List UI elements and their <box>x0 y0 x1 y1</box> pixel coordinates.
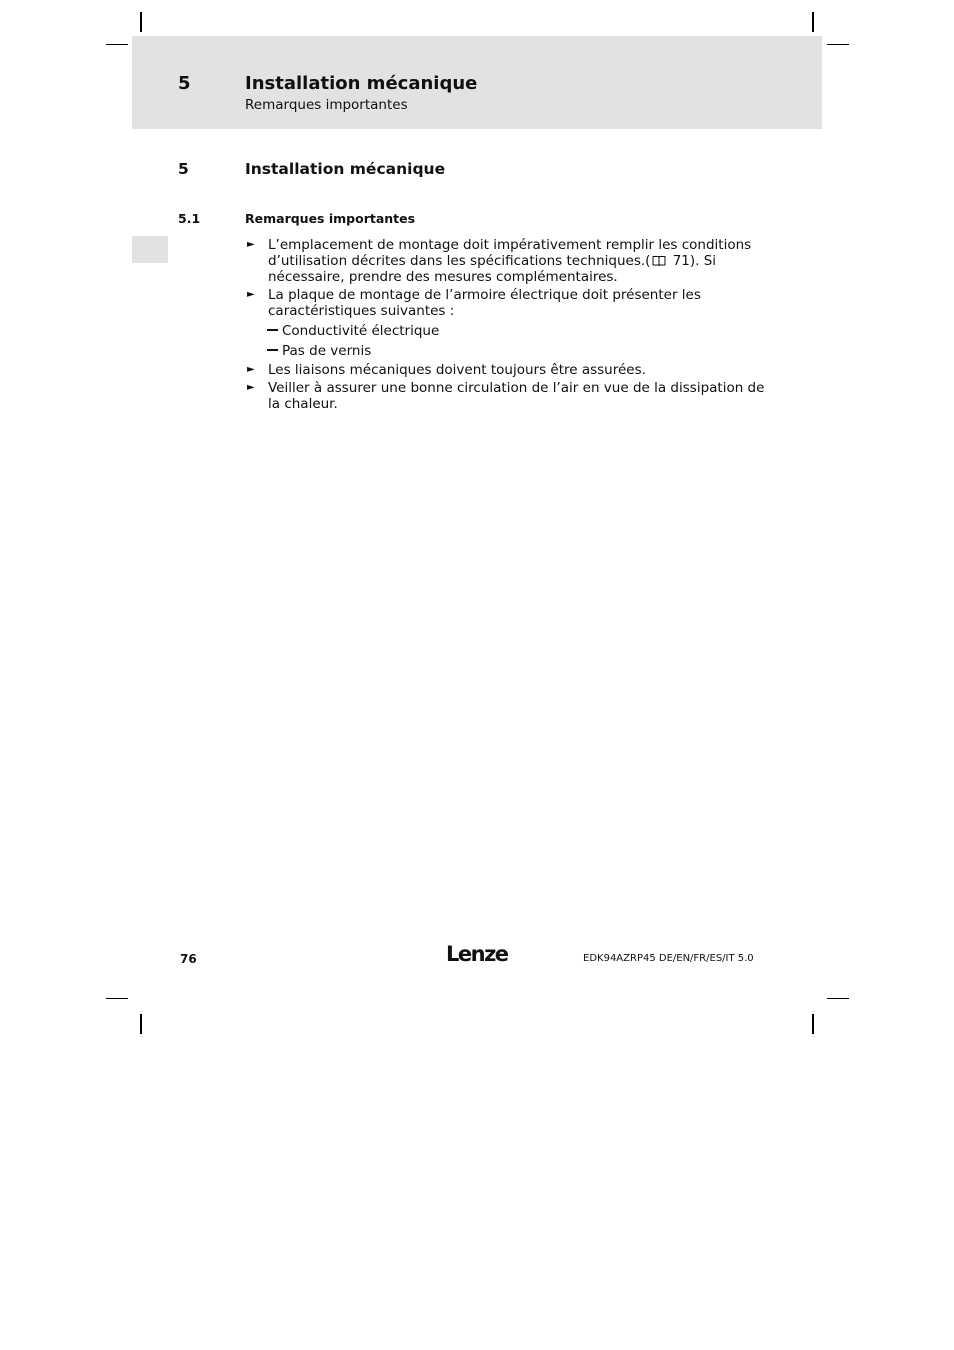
crop-mark-right-top <box>827 44 849 45</box>
bullet-1-line-2 <box>268 253 716 269</box>
page-number: 76 <box>180 952 197 966</box>
crop-mark-right-bottom <box>827 998 849 999</box>
bullet-arrow-icon: ► <box>247 382 255 393</box>
bullet-2-line-2: caractéristiques suivantes : <box>268 303 455 319</box>
section-number: 5 <box>178 160 189 178</box>
bullet-4-line-1: Veiller à assurer une bonne circulation de l’air en vue de la dissipation de <box>268 380 765 396</box>
crop-mark-bottom-right <box>812 1014 814 1034</box>
crop-mark-left-top <box>106 44 128 45</box>
document-id: EDK94AZRP45 DE/EN/FR/ES/IT 5.0 <box>583 953 754 964</box>
bullet-4-line-2: la chaleur. <box>268 396 338 412</box>
bullet-1-ref-page[interactable]: 71). Si <box>668 253 717 269</box>
bullet-arrow-icon: ► <box>247 239 255 250</box>
dash-icon <box>267 329 278 331</box>
crop-mark-left-bottom <box>106 998 128 999</box>
bullet-1-line-3: nécessaire, prendre des mesures complémentaires. <box>268 269 618 285</box>
bullet-arrow-icon: ► <box>247 364 255 375</box>
book-icon <box>652 255 666 266</box>
bullet-3-line-1: Les liaisons mécaniques doivent toujours être assurées. <box>268 362 646 378</box>
language-tab-marker <box>132 236 168 263</box>
bullet-arrow-icon: ► <box>247 289 255 300</box>
chapter-title: Installation mécanique <box>245 73 478 94</box>
subitem-2: Pas de vernis <box>282 343 372 359</box>
crop-mark-top-right <box>812 12 814 32</box>
subsection-number: 5.1 <box>178 211 201 226</box>
bullet-1-line-1: L’emplacement de montage doit impérativement remplir les conditions <box>268 237 752 253</box>
bullet-1-text-before-ref: d’utilisation décrites dans les spécifications techniques.( <box>268 253 651 269</box>
lenze-logo: Lenze <box>446 942 508 966</box>
dash-icon <box>267 349 278 351</box>
crop-mark-bottom-left <box>140 1014 142 1034</box>
subsection-title: Remarques importantes <box>245 211 416 226</box>
chapter-subtitle: Remarques importantes <box>245 97 408 113</box>
bullet-2-line-1: La plaque de montage de l’armoire électrique doit présenter les <box>268 287 701 303</box>
section-title: Installation mécanique <box>245 160 446 178</box>
chapter-number: 5 <box>178 73 191 94</box>
subitem-1: Conductivité électrique <box>282 323 440 339</box>
crop-mark-top-left <box>140 12 142 32</box>
